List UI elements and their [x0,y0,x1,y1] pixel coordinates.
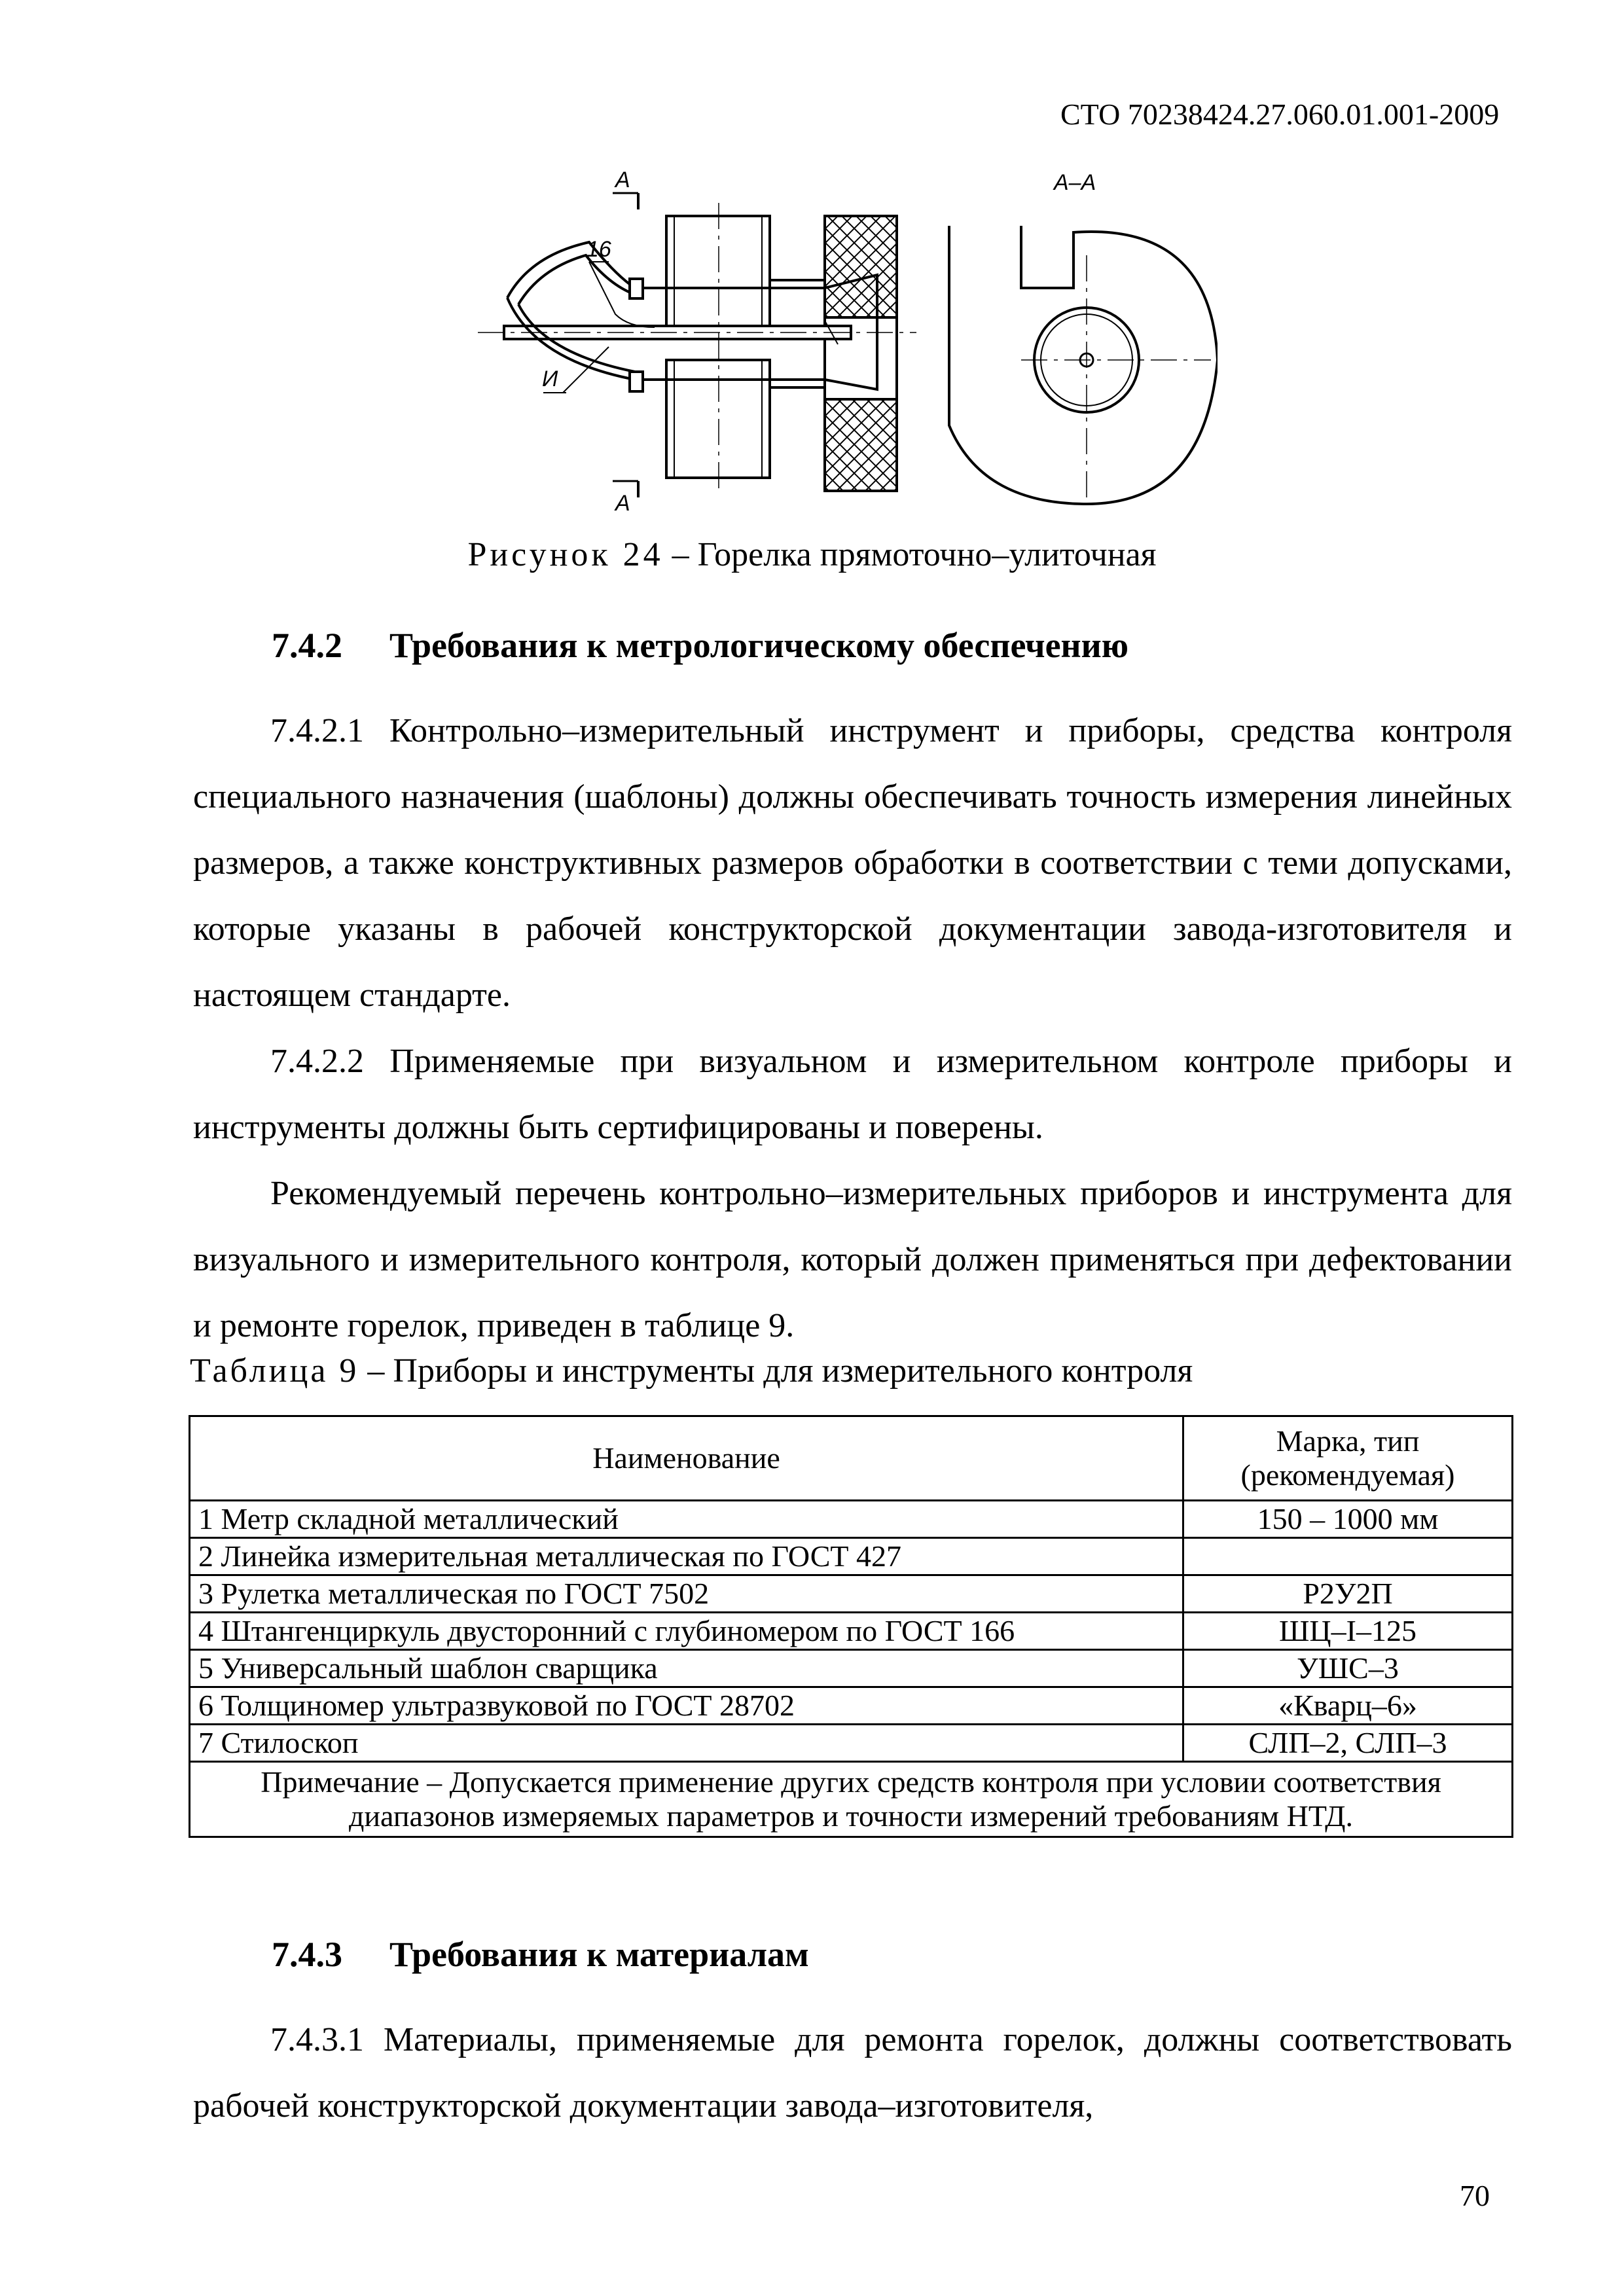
section-742-title: Требования к метрологическому обеспечению [389,626,1129,665]
row-name: 5 Универсальный шаблон сварщика [190,1650,1183,1687]
section-742-heading [272,625,1128,666]
table-caption [190,1352,1193,1390]
label-16: 16 [586,237,611,262]
row-name: 3 Рулетка металлическая по ГОСТ 7502 [190,1575,1183,1613]
section-marker-bottom: А [615,491,630,516]
paragraph-7421 [193,698,1512,1028]
header-brand: Марка, тип (рекомендуемая) [1183,1416,1513,1501]
section-742-number: 7.4.2 [272,626,342,665]
row-brand: 150 – 1000 мм [1183,1501,1513,1538]
paragraph-7421-text: 7.4.2.1 Контрольно–измерительный инструмент и приборы, средства контроля специального назначения (шаблоны) должны обеспечивать точность измерения линейных размеров, а также конструктивных размеров обработки в соответствии с теми допусками, которые указаны в рабочей конструкторской документации завода-изготовителя и настоящем стандарте. [193,712,1512,1014]
figure-caption-text: – Горелка прямоточно–улиточная [663,536,1157,573]
paragraph-7431-text: 7.4.3.1 Материалы, применяемые для ремонта горелок, должны соответствовать рабочей конструкторской документации завода–изготовителя, [193,2021,1512,2125]
page-number: 70 [1460,2179,1490,2212]
section-743-title: Требования к материалам [389,1935,809,1974]
instruments-table [189,1415,1513,1838]
paragraph-7422 [193,1028,1512,1160]
section-743-number: 7.4.3 [272,1935,342,1974]
row-name: 1 Метр складной металлический [190,1501,1183,1538]
paragraph-7422-text: 7.4.2.2 Применяемые при визуальном и измерительном контроле приборы и инструменты должны быть сертифицированы и поверены. [193,1043,1512,1146]
burner-drawing [458,164,1218,530]
table-row [190,1725,1513,1762]
table-row [190,1501,1513,1538]
row-brand: УШС–3 [1183,1650,1513,1687]
row-name: 7 Стилоскоп [190,1725,1183,1762]
row-name: 2 Линейка измерительная металлическая по ГОСТ 427 [190,1538,1183,1575]
section-view-label: А–А [1054,170,1096,195]
document-code: СТО 70238424.27.060.01.001-2009 [1060,98,1500,131]
figure-caption [0,535,1624,574]
paragraph-recommended [193,1160,1512,1359]
table-row [190,1687,1513,1725]
table-row [190,1613,1513,1650]
row-brand: СЛП–2, СЛП–3 [1183,1725,1513,1762]
paragraph-recommended-text: Рекомендуемый перечень контрольно–измерительных приборов и инструмента для визуального и измерительного контроля, который должен применяться при дефектовании и ремонте горелок, приведен в таблице 9. [193,1175,1512,1344]
row-brand: ШЦ–I–125 [1183,1613,1513,1650]
row-brand [1183,1538,1513,1575]
paragraph-7431 [193,2007,1512,2139]
label-i: И [542,367,558,391]
row-brand: Р2У2П [1183,1575,1513,1613]
section-743-heading [272,1934,809,1975]
table-caption-label: Таблица 9 [190,1352,359,1390]
table-note: Примечание – Допускается применение других средств контроля при условии соответствия диапазонов измеряемых параметров и точности измерений требованиям НТД. [190,1762,1513,1837]
table-row [190,1575,1513,1613]
table-row [190,1650,1513,1687]
table-note-row [190,1762,1513,1837]
row-name: 6 Толщиномер ультразвуковой по ГОСТ 28702 [190,1687,1183,1725]
side-view [478,193,916,497]
table-header-row [190,1416,1513,1501]
row-brand: «Кварц–6» [1183,1687,1513,1725]
header-name: Наименование [190,1416,1183,1501]
section-view [949,226,1218,504]
figure-caption-label: Рисунок 24 [467,536,664,573]
section-marker-top: А [615,168,630,192]
row-name: 4 Штангенциркуль двусторонний с глубиномером по ГОСТ 166 [190,1613,1183,1650]
table-caption-text: – Приборы и инструменты для измерительного контроля [359,1352,1193,1390]
table-row [190,1538,1513,1575]
